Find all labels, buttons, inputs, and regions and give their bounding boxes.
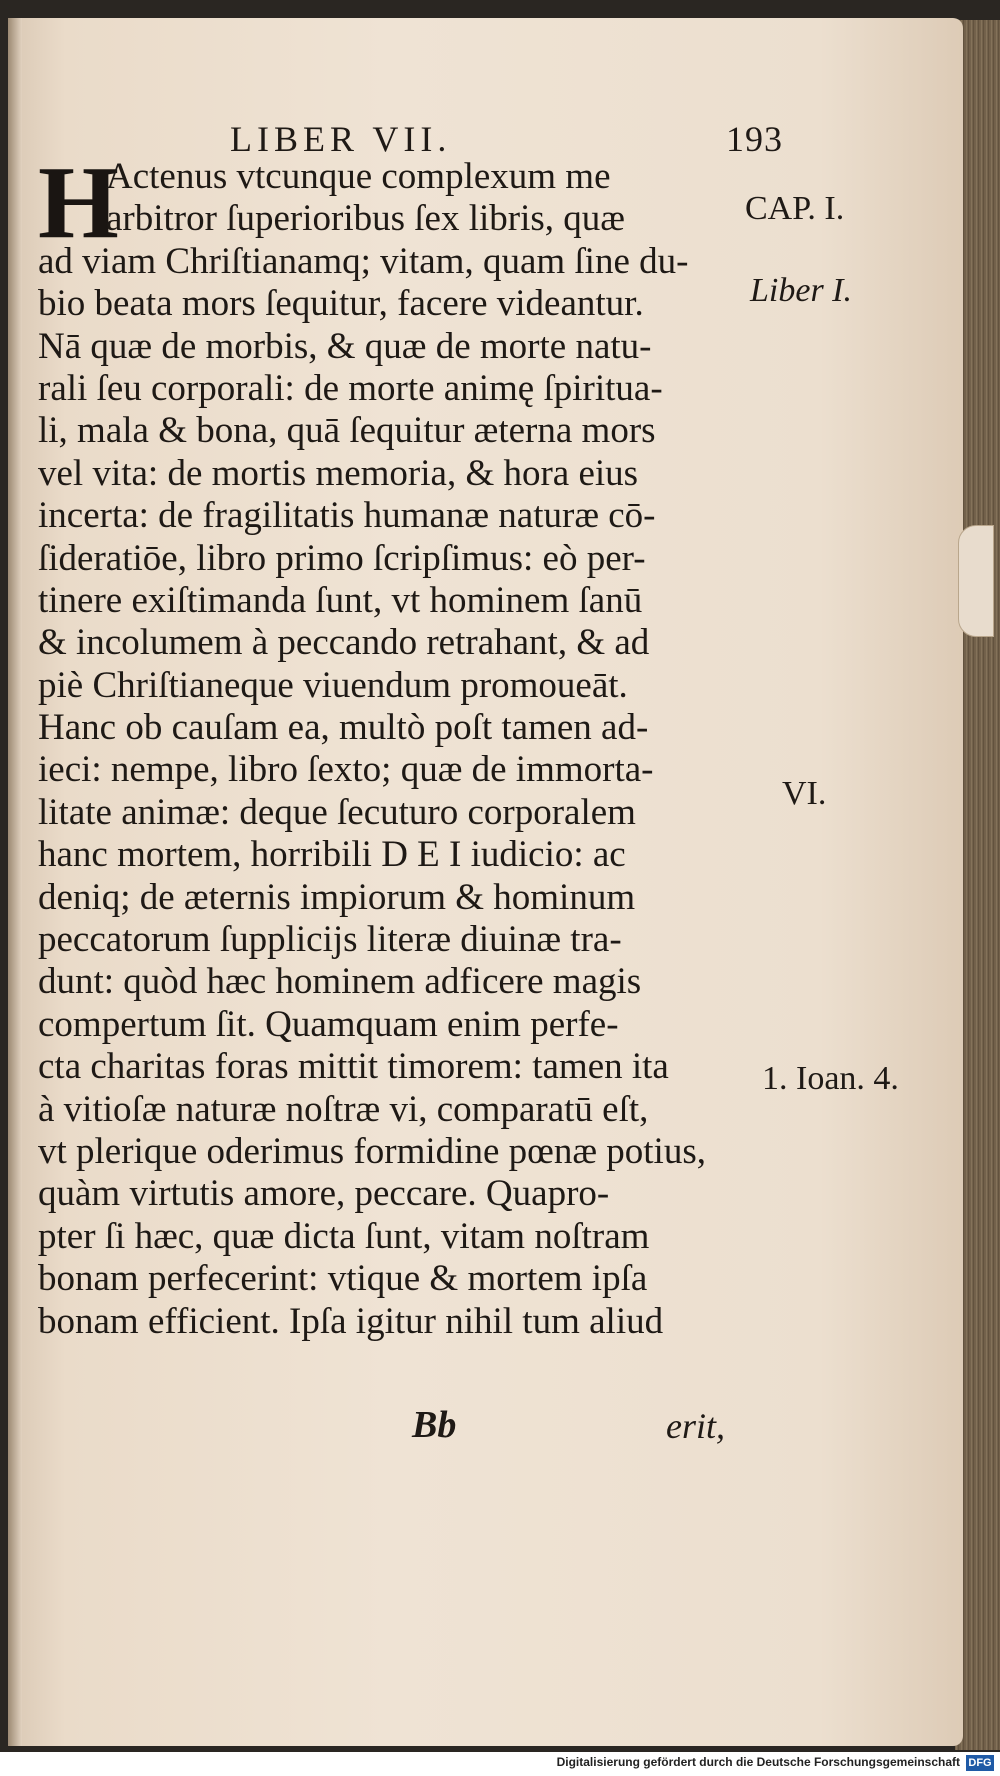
text-line: Actenus vtcunque complexum me [106, 156, 611, 197]
text-line: Nā quæ de morbis, & quæ de morte natu- [38, 325, 652, 367]
text-line: litate animæ: deque ſecuturo corporalem [38, 791, 636, 833]
text-line: hanc mortem, horribili D E I iudicio: ac [38, 834, 626, 876]
text-line: arbitror ſuperioribus ſex libris, quæ [106, 198, 625, 240]
text-line: peccatorum ſupplicijs literæ diuinæ tra- [38, 919, 622, 961]
text-line: compertum ſit. Quamquam enim perfe- [38, 1003, 619, 1045]
text-line: bio beata mors ſequitur, facere videantur. [38, 283, 644, 325]
text-line: ſideratiōe, libro primo ſcripſimus: eò per- [38, 537, 646, 579]
page-gutter-shadow [8, 18, 22, 1746]
margin-note-cap: CAP. I. [745, 190, 845, 227]
margin-note-liber: Liber I. [750, 272, 852, 309]
text-line: deniq; de æternis impiorum & hominum [38, 876, 636, 918]
text-line: Hanc ob cauſam ea, multò poſt tamen ad- [38, 707, 649, 749]
margin-note-vi: VI. [782, 775, 827, 812]
dfg-logo-icon: DFG [966, 1755, 994, 1771]
running-title: LIBER VII. [230, 119, 452, 159]
text-line: vt plerique oderimus formidine pœnæ potius, [38, 1130, 706, 1172]
text-line: dunt: quòd hæc hominem adficere magis [38, 961, 642, 1003]
text-line: ieci: nempe, libro ſexto; quæ de immorta- [38, 749, 654, 791]
text-line: pter ſi hæc, quæ dicta ſunt, vitam noſtram [38, 1215, 650, 1257]
body-text [38, 145, 753, 1343]
text-line: bonam perfecerint: vtique & mortem ipſa [38, 1258, 648, 1300]
text-line: & incolumem à peccando retrahant, & ad [38, 622, 650, 664]
footer-bar [0, 1752, 1000, 1776]
thumb-tab [958, 525, 994, 637]
text-line: incerta: de fragilitatis humanæ naturæ cō- [38, 495, 656, 537]
text-line: à vitioſæ naturæ noſtræ vi, comparatū eſt, [38, 1088, 649, 1130]
signature-mark: Bb [412, 1404, 457, 1446]
decorated-initial: H [38, 145, 119, 260]
catchword: erit, [666, 1406, 725, 1446]
text-line: tinere exiſtimanda ſunt, vt hominem ſanū [38, 579, 643, 621]
text-line: quàm virtutis amore, peccare. Quapro- [38, 1173, 610, 1215]
page-number: 193 [726, 119, 783, 159]
text-line: vel vita: de mortis memoria, & hora eius [38, 452, 639, 494]
text-line: cta charitas foras mittit timorem: tamen ita [38, 1046, 669, 1088]
text-line: bonam efficient. Ipſa igitur nihil tum aliud [38, 1300, 664, 1342]
text-line: li, mala & bona, quā ſequitur æterna mors [38, 410, 656, 452]
text-line: piè Chriſtianeque viuendum promoueāt. [38, 664, 628, 706]
funding-credit: Digitalisierung gefördert durch die Deutsche Forschungsgemeinschaft [556, 1755, 960, 1769]
text-line: rali ſeu corporali: de morte animę ſpiritua- [38, 367, 663, 409]
margin-note-ioan: 1. Ioan. 4. [762, 1060, 899, 1097]
text-line: ad viam Chriſtianamq; vitam, quam ſine du- [38, 240, 689, 282]
